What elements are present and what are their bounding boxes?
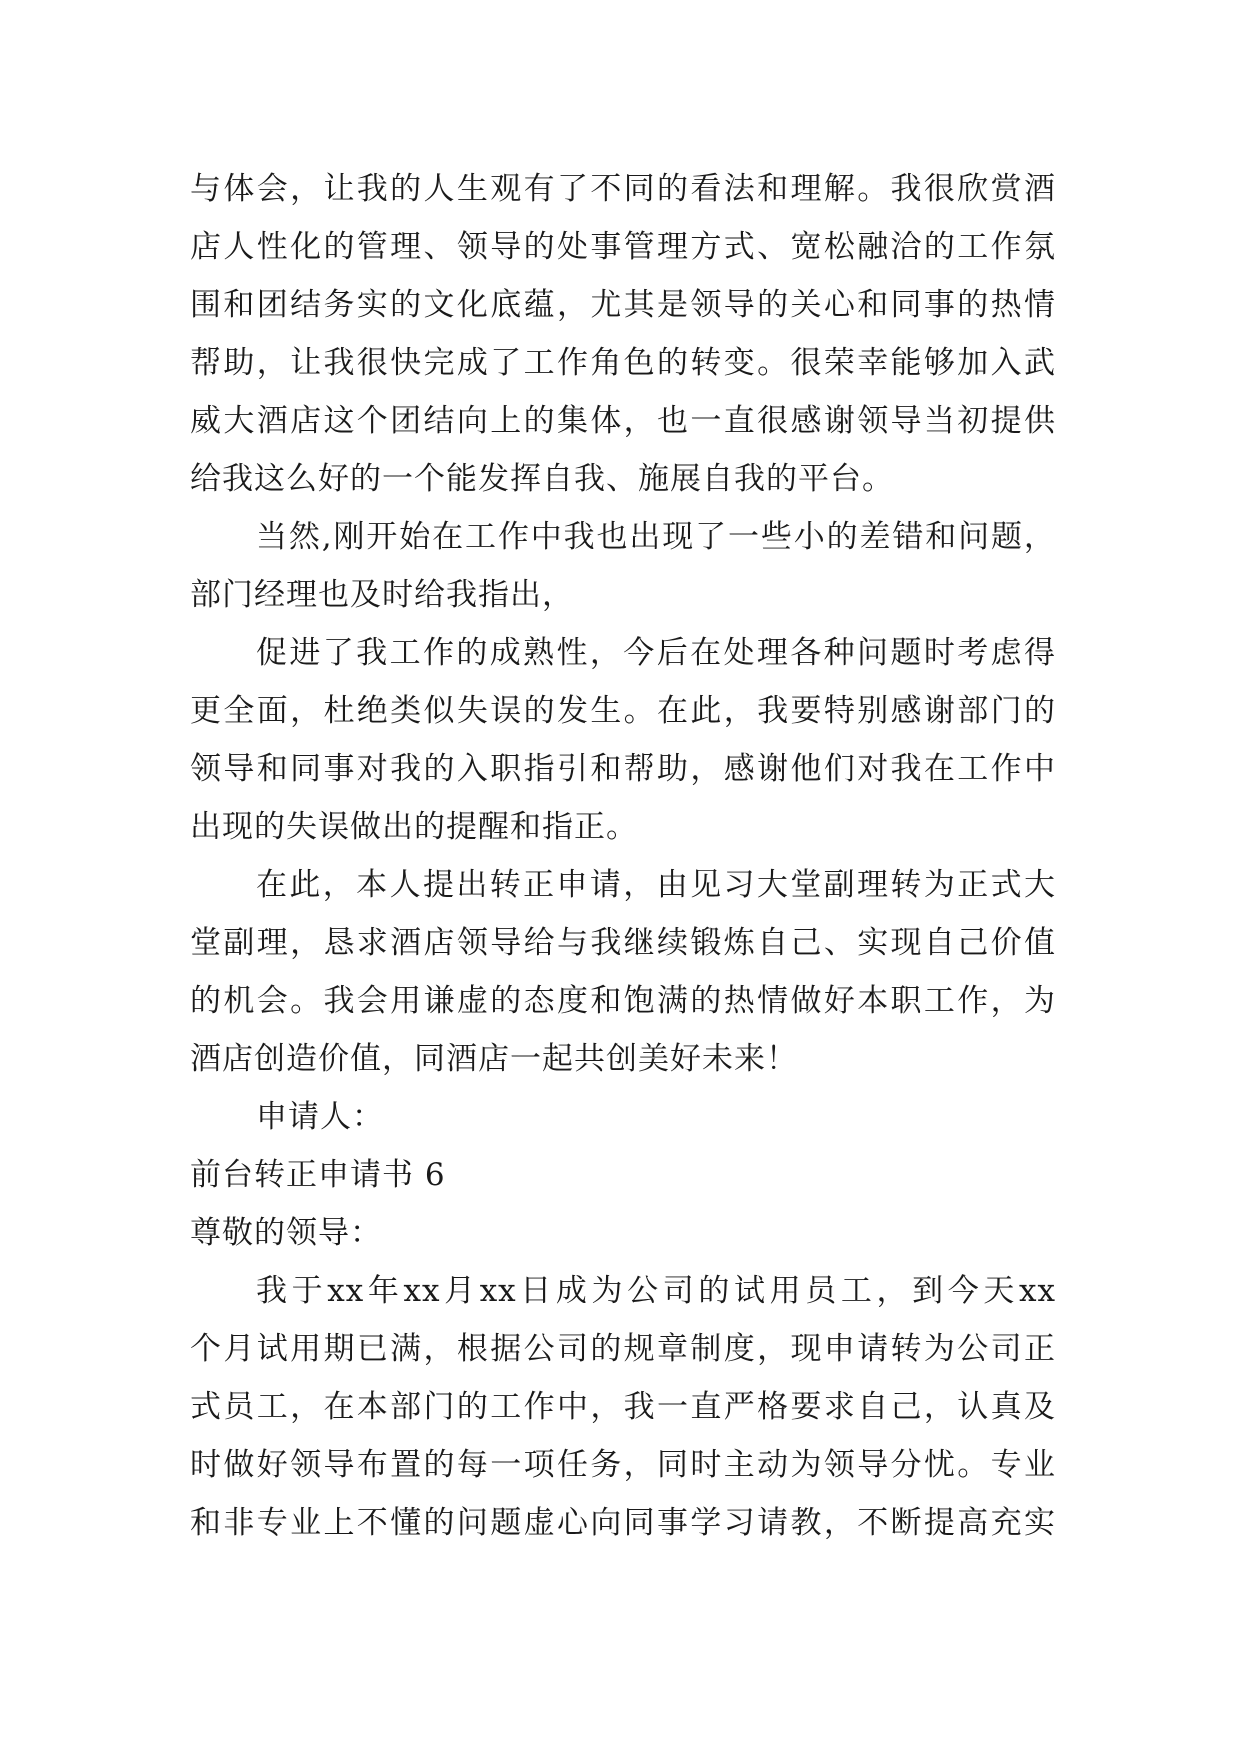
text-line: 更 全 面 ， 杜 绝 类 似 失 误 的 发 生 。 在 此 ， 我 要 特 别 感 谢 部 门 的 (190, 693, 1056, 729)
text-line: 式 员 工 ， 在 本 部 门 的 工 作 中 ， 我 一 直 严 格 要 求 自 己 ， 认 真 及 (190, 1389, 1056, 1425)
text-line: 围 和 团 结 务 实 的 文 化 底 蕴 ， 尤 其 是 领 导 的 关 心 和 同 事 的 热 情 (190, 287, 1056, 323)
text-line: 威 大 酒 店 这 个 团 结 向 上 的 集 体 ， 也 一 直 很 感 谢 领 导 当 初 提 供 (190, 403, 1056, 439)
text-line: 当 然 , 刚 开 始 在 工 作 中 我 也 出 现 了 一 些 小 的 差 错 和 问 题 ， (256, 519, 1056, 555)
text-line: 帮 助 ， 让 我 很 快 完 成 了 工 作 角 色 的 转 变 。 很 荣 幸 能 够 加 入 武 (190, 345, 1056, 381)
text-line: 堂 副 理 ， 恳 求 酒 店 领 导 给 与 我 继 续 锻 炼 自 己 、 实 现 自 己 价 值 (190, 925, 1056, 961)
text-line: 店 人 性 化 的 管 理 、 领 导 的 处 事 管 理 方 式 、 宽 松 融 洽 的 工 作 氛 (190, 229, 1056, 265)
text-line: 促 进 了 我 工 作 的 成 熟 性 ， 今 后 在 处 理 各 种 问 题 时 考 虑 得 (256, 635, 1056, 671)
text-line: 我 于 xx 年 xx 月 xx 日 成 为 公 司 的 试 用 员 工 ， 到 今 天 xx (256, 1273, 1056, 1309)
text-line: 时 做 好 领 导 布 置 的 每 一 项 任 务 ， 同 时 主 动 为 领 导 分 忧 。 专 业 (190, 1447, 1056, 1483)
text-line: 个 月 试 用 期 已 满 ， 根 据 公 司 的 规 章 制 度 ， 现 申 请 转 为 公 司 正 (190, 1331, 1056, 1367)
text-line: 部门经理也及时给我指出， (190, 577, 574, 613)
document-body (190, 160, 1056, 1552)
text-line: 在 此 ， 本 人 提 出 转 正 申 请 ， 由 见 习 大 堂 副 理 转 为 正 式 大 (256, 867, 1056, 903)
text-line: 和 非 专 业 上 不 懂 的 问 题 虚 心 向 同 事 学 习 请 教 ， 不 断 提 高 充 实 (190, 1505, 1056, 1541)
text-line: 的 机 会 。 我 会 用 谦 虚 的 态 度 和 饱 满 的 热 情 做 好 本 职 工 作 ， 为 (190, 983, 1056, 1019)
text-line: 尊敬的领导： (190, 1215, 382, 1251)
text-line: 申请人： (256, 1099, 384, 1135)
text-line: 领 导 和 同 事 对 我 的 入 职 指 引 和 帮 助 ， 感 谢 他 们 对 我 在 工 作 中 (190, 751, 1056, 787)
text-line: 出现的失误做出的提醒和指正。 (190, 809, 638, 845)
text-line: 前台转正申请书 6 (190, 1157, 446, 1193)
text-line: 给我这么好的一个能发挥自我、施展自我的平台。 (190, 461, 894, 497)
text-line: 酒店创造价值，同酒店一起共创美好未来！ (190, 1041, 798, 1077)
text-line: 与 体 会 ， 让 我 的 人 生 观 有 了 不 同 的 看 法 和 理 解 。 我 很 欣 赏 酒 (190, 171, 1056, 207)
